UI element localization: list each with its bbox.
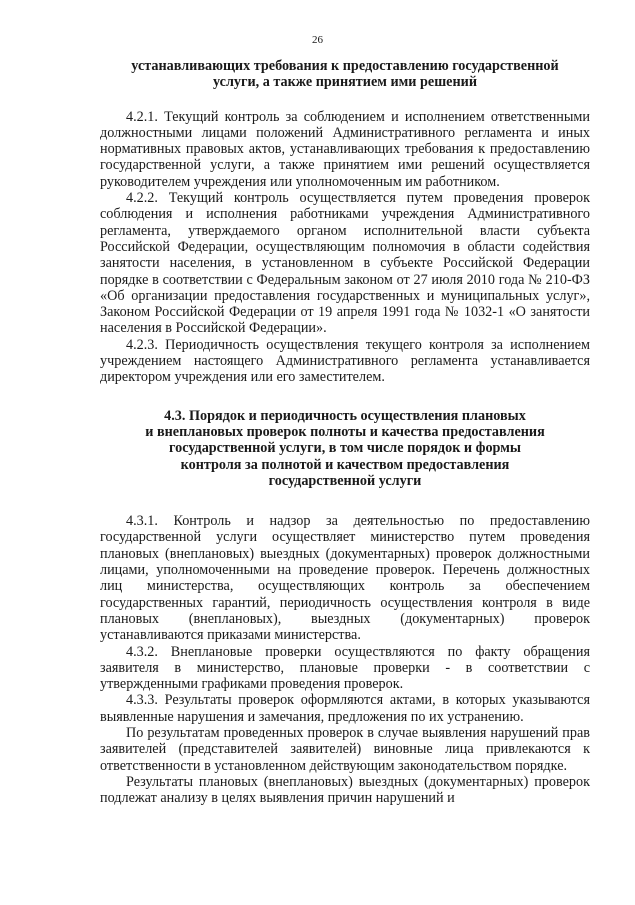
- paragraph-4-3-2: 4.3.2. Внеплановые проверки осуществляются по факту обращения заявителя в министерство, плановые проверки - в соответствии с утвержденными графиками проведения проверок.: [100, 643, 590, 693]
- section-heading-line: и внеплановых проверок полноты и качества предоставления: [145, 423, 545, 440]
- paragraph-4-3-1: 4.3.1. Контроль и надзор за деятельностью по предоставлению государственной услуги осуществляет министерство путем проведения плановых (внеплановых) выездных (документарных) проверок должностными лицами, уполномоченными на проведение проверок. Перечень должностных лиц министерства, осуществляющих контроль за обеспечением государственных гарантий, периодичность осуществления контроля в виде плановых (внеплановых), выездных (документарных) проверок устанавливаются приказами министерства.: [100, 513, 590, 644]
- paragraph-4-2-1: 4.2.1. Текущий контроль за соблюдением и исполнением ответственными должностными лицами положений Административного регламента и иных нормативных правовых актов, устанавливающих требования к предоставлению государственной услуги, а также принятием ими решений осуществляется руководителем учреждения или уполномоченным им работником.: [100, 108, 590, 190]
- section-heading-line: государственной услуги: [268, 472, 422, 489]
- paragraph-results-analysis: Результаты плановых (внеплановых) выездных (документарных) проверок подлежат анализу в целях выявления причин нарушений и: [100, 773, 590, 807]
- page-number: 26: [312, 34, 323, 46]
- heading-top-line: устанавливающих требования к предоставлению государственной: [131, 58, 559, 74]
- section-heading-line: контроля за полнотой и качеством предоставления: [180, 456, 510, 473]
- section-heading-4-3: [100, 408, 590, 489]
- section-heading-line: 4.3. Порядок и периодичность осуществления плановых: [164, 407, 526, 424]
- heading-top-line: услуги, а также принятием ими решений: [213, 74, 477, 91]
- document-body: [100, 58, 590, 806]
- paragraph-4-2-3: 4.2.3. Периодичность осуществления текущего контроля за исполнением учреждением настоящего Административного регламента устанавливается директором учреждения или его заместителем.: [100, 336, 590, 386]
- paragraph-results-liability: По результатам проведенных проверок в случае выявления нарушений прав заявителей (представителей заявителей) виновные лица привлекаются к ответственности в установленном действующим законодательством порядке.: [100, 724, 590, 774]
- heading-top: [100, 58, 590, 91]
- paragraph-4-2-2: 4.2.2. Текущий контроль осуществляется путем проведения проверок соблюдения и исполнения работниками учреждения Административного регламента, утверждаемого органом исполнительной власти субъекта Российской Федерации, осуществляющим полномочия в области содействия занятости населения, в установленном в субъекте Российской Федерации порядке в соответствии с Федеральным законом от 27 июля 2010 года № 210-ФЗ «Об организации предоставления государственных и муниципальных услуг», Законом Российской Федерации от 19 апреля 1991 года № 1032-1 «О занятости населения в Российской Федерации».: [100, 190, 590, 337]
- section-heading-line: государственной услуги, в том числе порядок и формы: [169, 440, 521, 457]
- paragraph-4-3-3: 4.3.3. Результаты проверок оформляются актами, в которых указываются выявленные нарушения и замечания, предложения по их устранению.: [100, 692, 590, 725]
